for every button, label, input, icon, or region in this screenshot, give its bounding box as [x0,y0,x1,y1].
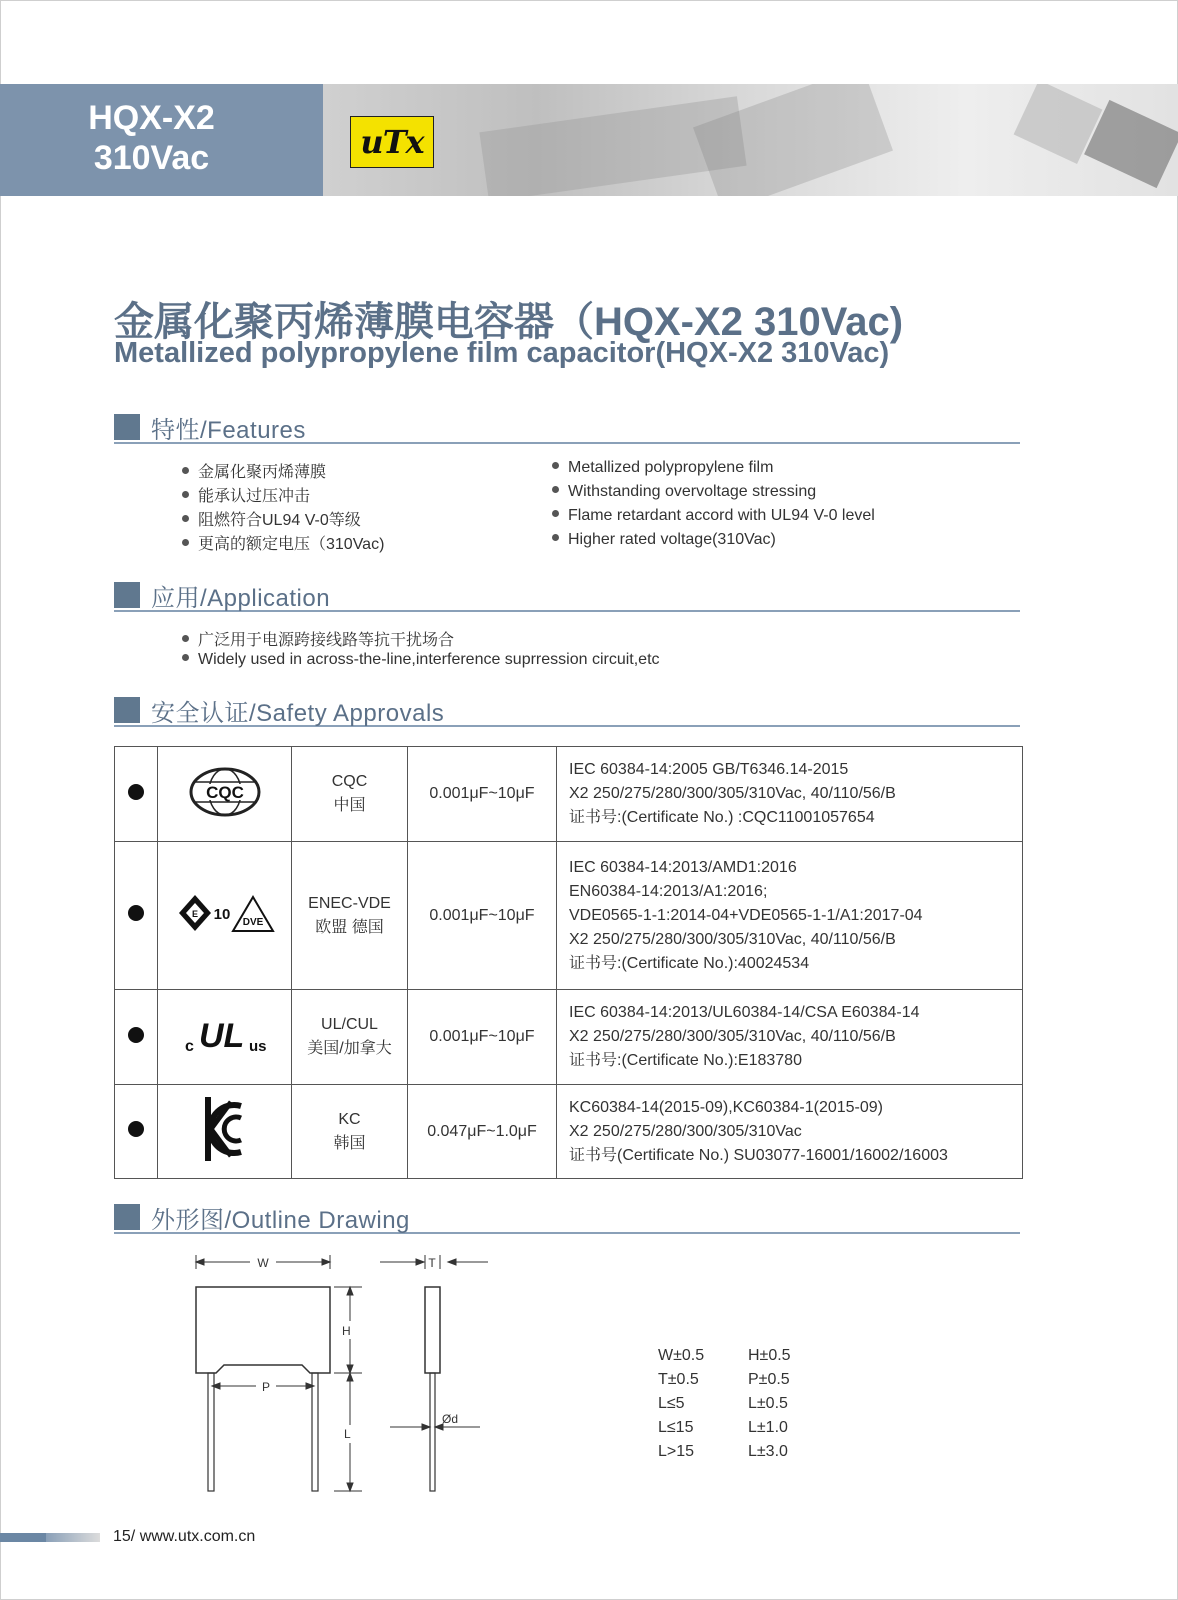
certifier-name: KC [338,1110,361,1128]
dim-p-label: P [261,1380,271,1394]
banner-model: HQX-X2 [88,99,215,137]
feature-cn-3: 阻燃符合UL94 V-0等级 [182,507,361,530]
standard-cell: IEC 60384-14:2013/UL60384-14/CSA E60384-14 X2 250/275/280/300/305/310Vac, 40/110/56/B 证书号:(Certificate No.):E183780 [557,990,1023,1085]
cqc-icon [188,766,262,818]
bullet-icon [182,539,189,546]
bullet-icon [182,515,189,522]
capacitance-range: 0.001μF~10μF [408,747,557,842]
dim-w-label: W [257,1256,269,1270]
feature-cn-4: 更高的额定电压（310Vac) [182,531,384,554]
certifier-region: 韩国 [333,1134,366,1152]
outline-section-header [114,1200,1020,1234]
tolerance-row: T±0.5 P±0.5 [658,1371,790,1388]
bullet-icon [128,784,144,800]
bullet-icon [552,510,559,517]
table-row [115,1085,1023,1179]
banner-title-panel [0,84,323,196]
feature-en-1: Metallized polypropylene film [552,459,773,477]
banner-photo [323,84,1178,196]
banner-voltage: 310Vac [93,139,210,177]
section-square-icon [114,582,140,608]
bullet-icon [182,654,189,661]
feature-en-3: Flame retardant accord with UL94 V-0 level [552,507,875,525]
ul-us-text: us [248,1037,267,1055]
vde-text: DVE [242,917,263,928]
feature-en-2: Withstanding overvoltage stressing [552,483,816,501]
cqc-logo [158,747,292,842]
certifier-name: CQC [331,773,368,790]
dim-d-label: Ød [442,1412,459,1426]
application-item-2: Widely used in across-the-line,interference suprression circuit,etc [182,651,660,669]
ul-icon [177,1013,273,1057]
feature-cn-1: 金属化聚丙烯薄膜 [182,459,326,482]
logo-text: uTx [360,123,424,161]
table-row [115,747,1023,842]
page-title-cn: 金属化聚丙烯薄膜电容器（HQX-X2 310Vac) [114,300,904,344]
bullet-icon [552,462,559,469]
certifier-region: 欧盟 德国 [315,918,384,936]
bullet-icon [128,905,144,921]
standard-cell: IEC 60384-14:2005 GB/T6346.14-2015 X2 250/275/280/300/305/310Vac, 40/110/56/B 证书号:(Certificate No.) :CQC11001057654 [557,747,1023,842]
application-section-header [114,578,1020,612]
standard-cell: IEC 60384-14:2013/AMD1:2016 EN60384-14:2013/A1:2016; VDE0565-1-1:2014-04+VDE0565-1-1/A1:2017-04 X2 250/275/280/300/305/310Vac, 40/110/56/B 证书号:(Certificate No.):40024534 [557,842,1023,990]
capacitance-range: 0.047μF~1.0μF [408,1085,557,1179]
section-square-icon [114,414,140,440]
safety-heading: 安全认证/Safety Approvals [151,700,445,727]
table-row [115,842,1023,990]
bullet-icon [128,1027,144,1043]
bullet-icon [182,491,189,498]
kc-icon [201,1094,249,1164]
bullet-icon [128,1121,144,1137]
tolerance-row: L≤5 L±0.5 [658,1395,788,1412]
features-section-header [114,410,1020,444]
row-marker [115,990,158,1085]
header-banner [0,84,1178,196]
tolerance-row: L≤15 L±1.0 [658,1419,788,1436]
bullet-icon [182,467,189,474]
dim-l-label: L [344,1427,351,1441]
bullet-icon [182,635,189,642]
tolerance-row: W±0.5 H±0.5 [658,1347,791,1364]
cqc-logo-text: CQC [205,782,244,802]
capacitance-range: 0.001μF~10μF [408,990,557,1085]
footer-bar [0,1533,46,1542]
features-heading: 特性/Features [151,417,306,444]
safety-approvals-table [114,746,1023,1179]
enec-number: 10 [213,906,230,923]
feature-cn-2: 能承认过压冲击 [182,483,310,506]
table-row [115,990,1023,1085]
certifier-cell [292,747,408,842]
enec-vde-icon [175,889,275,937]
utx-logo [350,116,434,168]
certifier-cell [292,990,408,1085]
application-heading: 应用/Application [151,585,331,612]
ul-mark-text: UL [198,1016,244,1055]
safety-section-header [114,693,1020,727]
outline-heading: 外形图/Outline Drawing [151,1207,410,1234]
footer-page-url: 15/ www.utx.com.cn [113,1528,256,1545]
row-marker [115,1085,158,1179]
feature-en-4: Higher rated voltage(310Vac) [552,531,776,549]
page-title-en: Metallized polypropylene film capacitor(HQX-X2 310Vac) [114,337,890,369]
certifier-cell [292,1085,408,1179]
outline-drawing [180,1255,520,1500]
footer-bar-gradient [46,1533,100,1542]
enec-vde-logo [158,842,292,990]
certifier-region: 美国/加拿大 [307,1040,392,1057]
section-square-icon [114,1204,140,1230]
row-marker [115,747,158,842]
kc-logo [158,1085,292,1179]
tolerance-list [658,1347,838,1467]
bullet-icon [552,534,559,541]
certifier-cell [292,842,408,990]
bullet-icon [552,486,559,493]
row-marker [115,842,158,990]
standard-cell: KC60384-14(2015-09),KC60384-1(2015-09) X2 250/275/280/300/305/310Vac 证书号(Certificate No.) SU03077-16001/16002/16003 [557,1085,1023,1179]
tolerance-row: L>15 L±3.0 [658,1443,788,1460]
application-item-1: 广泛用于电源跨接线路等抗干扰场合 [182,627,454,650]
certifier-region: 中国 [333,797,366,814]
dim-h-label: H [342,1324,351,1338]
certifier-name: ENEC-VDE [308,894,391,912]
svg-text:E: E [191,909,198,919]
capacitance-range: 0.001μF~10μF [408,842,557,990]
dim-t-label: T [428,1256,436,1270]
certifier-name: UL/CUL [321,1016,378,1033]
ul-c-text: c [184,1037,194,1055]
section-square-icon [114,697,140,723]
ul-cul-logo [158,990,292,1085]
